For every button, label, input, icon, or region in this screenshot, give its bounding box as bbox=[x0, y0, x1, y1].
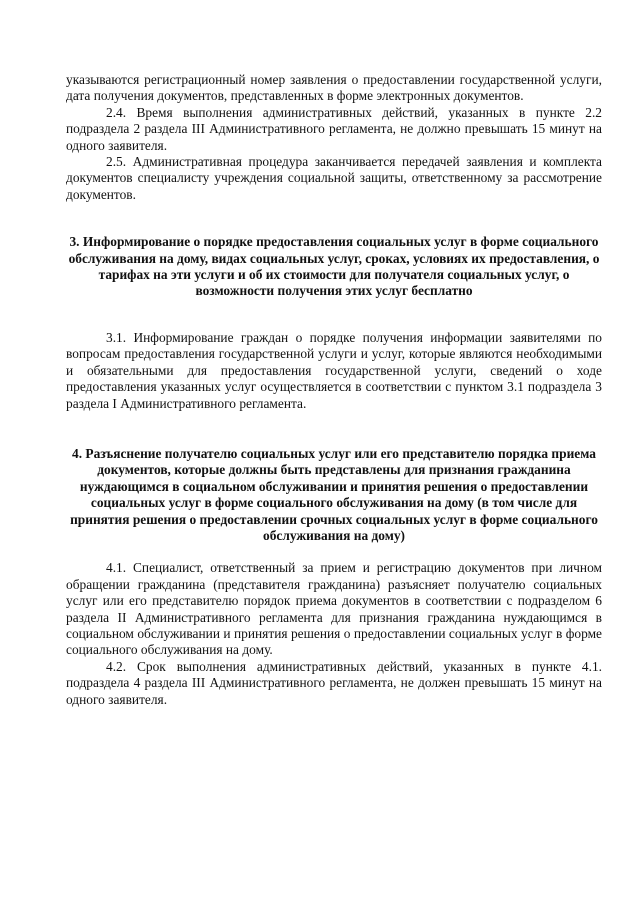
paragraph-2-4: 2.4. Время выполнения административных действий, указанных в пункте 2.2 подраздела 2 раздела III Административного регламента, не должно превышать 15 минут на одного заявителя. bbox=[66, 104, 602, 153]
paragraph-continuation: указываются регистрационный номер заявления о предоставлении государственной услуги, дата получения документов, представленных в форме электронных документов. bbox=[66, 72, 602, 104]
document-page bbox=[66, 72, 602, 708]
paragraph-2-5: 2.5. Административная процедура заканчивается передачей заявления и комплекта документов специалисту учреждения социальной защиты, ответственному за рассмотрение документов. bbox=[66, 154, 602, 202]
paragraph-4-2: 4.2. Срок выполнения административных действий, указанных в пункте 4.1. подраздела 4 раздела III Административного регламента, не должен превышать 15 минут на одного заявителя. bbox=[66, 658, 602, 707]
paragraph-3-1: 3.1. Информирование граждан о порядке получения информации заявителями по вопросам предоставления государственной услуги и услуг, которые являются необходимыми и обязательными для предоставления государственной услуги, сведений о ходе предоставления указанных услуг осуществляется в соответствии с пунктом 3.1 подраздела 3 раздела I Административного регламента. bbox=[66, 329, 602, 411]
section-3-heading: 3. Информирование о порядке предоставления социальных услуг в форме социального обслуживания на дому, видах социальных услуг, сроках, условиях их предоставления, о тарифах на эти услуги и об их стоимости для получателя социальных услуг, о возможности получения этих услуг бесплатно bbox=[68, 234, 600, 299]
section-4-heading: 4. Разъяснение получателю социальных услуг или его представителю порядка приема документов, которые должны быть представлены для признания гражданина нуждающимся в социальном обслуживании и принятия решения о предоставлении социальных услуг в форме социального обслуживания на дому (в том числе для принятия решения о предоставлении срочных социальных услуг в форме социального обслуживания на дому) bbox=[70, 445, 598, 543]
paragraph-4-1: 4.1. Специалист, ответственный за прием и регистрацию документов при личном обращении гражданина (представителя гражданина) разъясняет получателю социальных услуг или его представителю порядок приема документов в соответствии с подразделом 6 раздела II Административного регламента для признания гражданина нуждающимся в социальном обслуживании и принятия решения о предоставлении социальных услуг в форме социального обслуживания на дому. bbox=[66, 560, 602, 658]
